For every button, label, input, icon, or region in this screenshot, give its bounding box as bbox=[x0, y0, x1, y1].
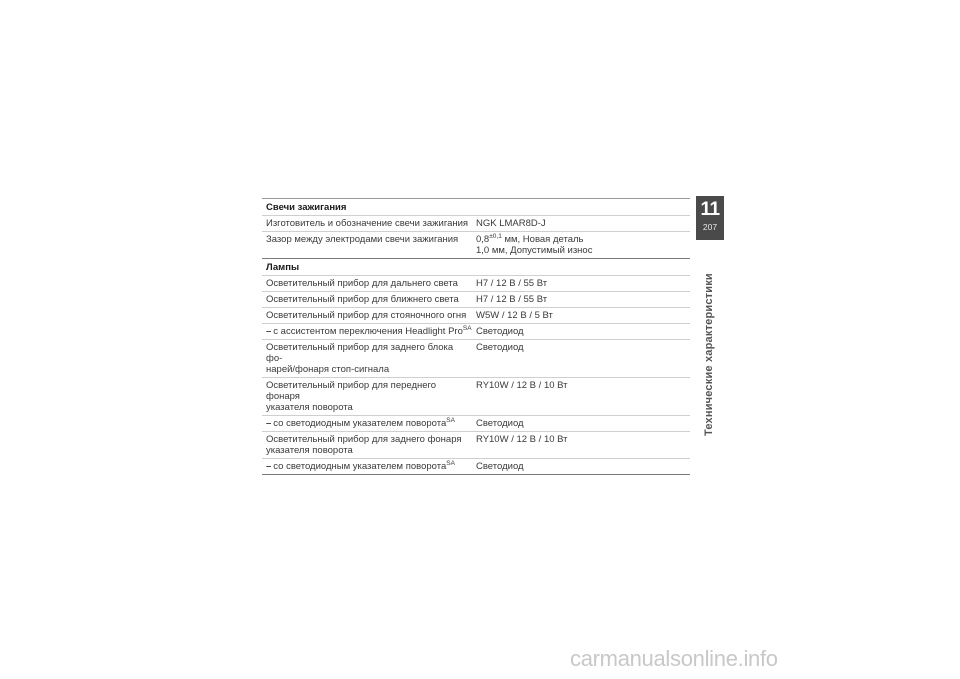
dash-marker: – bbox=[266, 326, 272, 337]
row-label: Осветительный прибор для стояночного огня bbox=[266, 310, 467, 321]
table-row bbox=[262, 432, 690, 459]
sa-marker: SA bbox=[446, 416, 455, 424]
row-value: Светодиод bbox=[476, 418, 524, 429]
chapter-badge bbox=[696, 196, 724, 240]
row-label bbox=[262, 378, 476, 415]
row-value: H7 / 12 В / 55 Вт bbox=[476, 278, 548, 289]
row-label bbox=[262, 324, 476, 339]
table-row bbox=[262, 378, 690, 416]
label-line1: Осветительный прибор для переднего фонаря bbox=[266, 380, 437, 402]
row-label: Осветительный прибор для ближнего света bbox=[266, 294, 459, 305]
chapter-side-title: Технические характеристики bbox=[703, 273, 715, 436]
label-line2: нарей/фонаря стоп-сигнала bbox=[266, 364, 390, 375]
table-row bbox=[262, 416, 690, 432]
table-row bbox=[262, 340, 690, 378]
row-value: H7 / 12 В / 55 Вт bbox=[476, 294, 548, 305]
table-row bbox=[262, 216, 690, 232]
row-value: RY10W / 12 В / 10 Вт bbox=[476, 434, 568, 445]
chapter-number: 11 bbox=[700, 199, 720, 220]
sa-marker: SA bbox=[446, 459, 455, 467]
row-value: W5W / 12 В / 5 Вт bbox=[476, 310, 553, 321]
table-row bbox=[262, 459, 690, 475]
value-base: 0,8 bbox=[476, 234, 490, 245]
dash-marker: – bbox=[266, 461, 272, 472]
row-label: Осветительный прибор для дальнего света bbox=[266, 278, 458, 289]
value-tolerance: ±0,1 bbox=[489, 232, 502, 240]
label-line2: указателя поворота bbox=[266, 402, 353, 413]
label-line1: Осветительный прибор для заднего блока фо- bbox=[266, 342, 454, 364]
page-number: 207 bbox=[702, 222, 718, 232]
row-label bbox=[262, 459, 476, 474]
table-row bbox=[262, 308, 690, 324]
row-value: NGK LMAR8D-J bbox=[476, 218, 546, 229]
section-title-spark-plugs: Свечи зажигания bbox=[262, 199, 690, 216]
label-text: с ассистентом переключения Headlight Pro bbox=[273, 326, 463, 337]
label-text: со светодиодным указателем поворота bbox=[273, 461, 447, 472]
row-value: RY10W / 12 В / 10 Вт bbox=[476, 380, 568, 391]
label-line1: Осветительный прибор для заднего фонаря bbox=[266, 434, 462, 445]
row-label bbox=[262, 432, 476, 458]
row-value: Светодиод bbox=[476, 461, 524, 472]
row-label: Зазор между электродами свечи зажигания bbox=[266, 234, 459, 245]
watermark: carmanualsonline.info bbox=[570, 646, 778, 671]
row-value bbox=[476, 232, 690, 258]
label-line2: указателя поворота bbox=[266, 445, 353, 456]
row-value: Светодиод bbox=[476, 326, 524, 337]
row-label bbox=[262, 340, 476, 377]
label-text: со светодиодным указателем поворота bbox=[273, 418, 447, 429]
table-row bbox=[262, 232, 690, 259]
row-label bbox=[262, 416, 476, 431]
section-title-lamps: Лампы bbox=[262, 259, 690, 276]
spec-table bbox=[262, 198, 690, 475]
value-line2: 1,0 мм, Допустимый износ bbox=[476, 245, 593, 256]
row-value: Светодиод bbox=[476, 342, 524, 353]
sa-marker: SA bbox=[462, 324, 472, 332]
table-row bbox=[262, 276, 690, 292]
dash-marker: – bbox=[266, 418, 272, 429]
row-label: Изготовитель и обозначение свечи зажигания bbox=[266, 218, 469, 229]
table-row bbox=[262, 292, 690, 308]
table-row bbox=[262, 324, 690, 340]
value-rest: мм, Новая деталь bbox=[501, 234, 584, 245]
